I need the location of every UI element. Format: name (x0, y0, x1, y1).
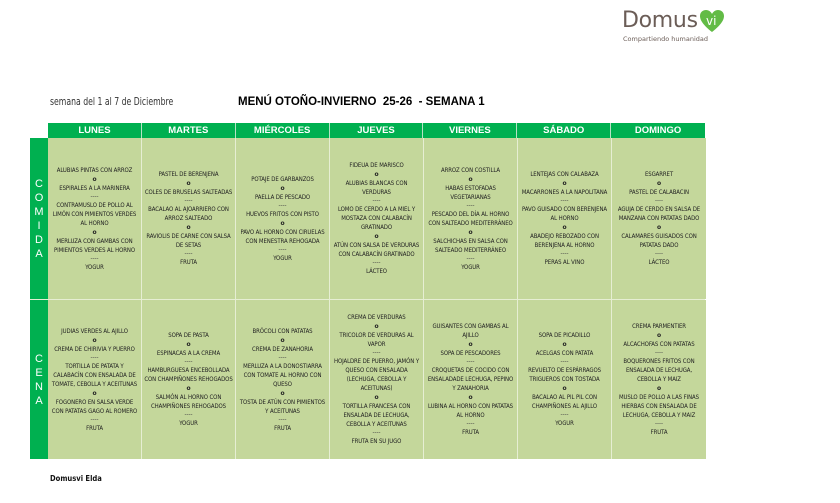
second-course-option: LUBINA AL HORNO CON PATATAS AL HORNO (427, 403, 514, 419)
dessert: LÁCTEO (366, 268, 387, 275)
course-separator: ---- (466, 359, 475, 365)
dessert: FRUTA (462, 429, 479, 436)
first-course-option: CREMA PARMENTIER (632, 323, 686, 330)
second-course-option: BOQUERONES FRITOS CON ENSALADA DE LECHUGA, CEBOLLA Y MAIZ (623, 358, 695, 383)
menu-cell-cena-3 (330, 300, 424, 459)
menu-cell-comida-3 (330, 138, 424, 299)
second-course-option: HOJALDRE DE PUERRO, JAMÓN Y QUESO CON ENSALADA (LECHUGA, CEBOLLA Y ACEITUNAS) (333, 358, 420, 392)
dessert: FRUTA (86, 424, 103, 432)
menu-cell-comida-2 (236, 138, 330, 299)
dessert: YOGUR (85, 263, 104, 271)
or-separator: o (280, 389, 285, 397)
day-header-martes: MARTES (142, 123, 236, 138)
first-course-option: ALUBIAS PINTAS CON ARROZ (56, 166, 133, 174)
or-separator: o (468, 394, 473, 401)
course-separator: ---- (278, 202, 287, 209)
course-separator: ---- (278, 416, 287, 423)
dessert: LÁCTEO (648, 259, 670, 266)
course-separator: ---- (560, 412, 569, 418)
menu-cell-cena-4 (424, 300, 518, 459)
first-course-option: GUISANTES CON GAMBAS AL AJILLO (432, 323, 509, 339)
menu-title: MENÚ OTOÑO-INVIERNO 25-26 - SEMANA 1 (238, 96, 485, 108)
course-separator: ---- (466, 421, 475, 427)
logo-tagline: Compartiendo humanidad (623, 35, 708, 43)
first-course-option: ESPIRALES A LA MARINERA (59, 184, 130, 192)
first-course-option: ALUBIAS BLANCAS CON VERDURAS (345, 180, 408, 196)
or-separator: o (374, 233, 379, 240)
menu-cell-cena-5 (518, 300, 612, 459)
or-separator: o (92, 175, 97, 183)
second-course-option: TORTILLA DE PATATA Y CALABACÍN CON ENSALADA DE TOMATE, CEBOLLA Y ACEITUNAS (51, 362, 138, 388)
logo-wordmark: Domus (622, 8, 698, 33)
meal-row-cena (30, 300, 706, 459)
second-course-option: REVUELTO DE ESPÁRRAGOS TRIGUEROS CON TOSTADA (528, 367, 601, 383)
first-course-option: LENTEJAS CON CALABAZA (530, 171, 599, 178)
day-header-viernes: VIERNES (423, 123, 517, 138)
first-course-option: ESGARRET (644, 171, 674, 178)
course-separator: ---- (655, 421, 663, 427)
meal-label-comida: C O M I D A (30, 138, 48, 299)
or-separator: o (374, 323, 379, 330)
second-course-option: RAVIOLIS DE CARNE CON SALSA DE SETAS (146, 233, 231, 249)
course-separator: ---- (90, 255, 99, 262)
second-course-option: PAVO GUISADO CON BERENJENA AL HORNO (521, 206, 607, 222)
second-course-option: LOMO DE CERDO A LA MIEL Y MOSTAZA CON CALABACÍN GRATINADO (337, 206, 416, 231)
meal-row-comida (30, 138, 706, 299)
second-course-option: FOGONERO EN SALSA VERDE CON PATATAS GAGO AL ROMERO (51, 398, 138, 415)
or-separator: o (92, 389, 97, 397)
course-separator: ---- (466, 202, 475, 209)
or-separator: o (280, 184, 285, 192)
second-course-option: SALCHICHAS EN SALSA CON SALTEADO MEDITERRÁNEO (433, 237, 508, 254)
course-separator: ---- (184, 412, 193, 418)
second-course-option: MERLUZA A LA DONOSTIARRA CON TOMATE AL HORNO CON QUESO (243, 362, 322, 388)
course-separator: ---- (184, 251, 193, 257)
dessert: YOGUR (461, 263, 480, 271)
heart-logo-icon (699, 9, 725, 33)
first-course-option: SOPA DE PESCADORES (440, 350, 501, 357)
course-separator: ---- (655, 350, 663, 356)
menu-cell-cena-0 (48, 300, 142, 459)
day-header-domingo: DOMINGO (611, 123, 705, 138)
or-separator: o (468, 341, 473, 348)
or-separator: o (374, 394, 379, 401)
menu-cell-comida-4 (424, 138, 518, 299)
second-course-option: CROQUETAS DE COCIDO CON ENSALADADE LECHUGA, PEPINO Y ZANAHORIA (427, 367, 514, 392)
first-course-option: ACELGAS CON PATATA (535, 350, 594, 357)
or-separator: o (374, 171, 379, 178)
first-course-option: CREMA DE CHIRIVIA Y PUERRO (54, 345, 135, 353)
menu-cell-comida-6 (612, 138, 706, 299)
course-separator: ---- (372, 430, 381, 436)
menu-cell-comida-5 (518, 138, 612, 299)
second-course-option: TOSTA DE ATÚN CON PIMIENTOS Y ACEITUNAS (239, 398, 326, 415)
course-separator: ---- (90, 416, 99, 423)
menu-cell-cena-2 (236, 300, 330, 459)
or-separator: o (562, 385, 567, 392)
second-course-option: TORTILLA FRANCESA CON ENSALADA DE LECHUGA, CEBOLLA Y ACEITUNAS (342, 403, 411, 428)
dessert: YOGUR (179, 420, 198, 427)
dessert: FRUTA (650, 429, 668, 436)
second-course-option: MERLUZA CON GAMBAS CON PIMIENTOS VERDES AL HORNO (53, 237, 136, 254)
course-separator: ---- (90, 354, 99, 361)
first-course-option: FIDEUA DE MARISCO (349, 162, 404, 169)
or-separator: o (562, 341, 567, 348)
second-course-option: AGUJA DE CERDO EN SALSA DE MANZANA CON PATATAS DADO (617, 206, 701, 222)
domusvi-logo (622, 8, 762, 48)
second-course-option: CALAMARES GUISADOS CON PATATAS DADO (621, 233, 697, 249)
or-separator: o (186, 341, 191, 348)
first-course-option: CREMA DE ZANAHORIA (252, 345, 313, 353)
menu-cell-comida-1 (142, 138, 236, 299)
first-course-option: ALCACHOFAS CON PATATAS (623, 341, 695, 348)
or-separator: o (656, 332, 662, 339)
svg-text:vi: vi (706, 14, 717, 28)
menu-cell-cena-1 (142, 300, 236, 459)
or-separator: o (562, 180, 567, 187)
course-separator: ---- (372, 260, 381, 266)
or-separator: o (280, 219, 285, 227)
menu-cell-cena-6 (612, 300, 706, 459)
first-course-option: ESPINACAS A LA CREMA (156, 350, 221, 357)
dessert: FRUTA (180, 259, 197, 266)
day-header-jueves: JUEVES (330, 123, 424, 138)
dessert: YOGUR (555, 420, 574, 427)
or-separator: o (468, 228, 473, 236)
day-header-miercoles: MIÉRCOLES (236, 123, 330, 138)
first-course-option: PASTEL DE CALABACIN (629, 189, 689, 196)
second-course-option: PESCADO DEL DÍA AL HORNO CON SALTEADO MEDITERRÁNEO (428, 210, 513, 227)
week-range-label: semana del 1 al 7 de Diciembre (50, 96, 174, 108)
day-header-row (48, 123, 705, 138)
or-separator: o (656, 224, 662, 231)
first-course-option: PASTEL DE BERENJENA (158, 171, 219, 178)
day-header-sabado: SÁBADO (517, 123, 611, 138)
dessert: FRUTA EN SU JUGO (351, 438, 402, 445)
second-course-option: BACALAO AL PIL PIL CON CHAMPIÑONES AL AJILLO (531, 394, 598, 410)
course-separator: ---- (278, 246, 287, 253)
dessert: FRUTA (274, 424, 291, 432)
second-course-option: HUEVOS FRITOS CON PISTO (246, 210, 319, 218)
course-separator: ---- (560, 251, 569, 257)
first-course-option: ARROZ CON COSTILLA (441, 166, 500, 174)
second-course-option: ABADEJO REBOZADO CON BERENJENA AL HORNO (530, 233, 599, 249)
first-course-option: POTAJE DE GARBANZOS (251, 175, 314, 183)
or-separator: o (186, 385, 191, 392)
or-separator: o (280, 336, 285, 344)
dessert: YOGUR (273, 254, 292, 262)
or-separator: o (92, 336, 97, 344)
dessert: PERAS AL VINO (544, 259, 585, 266)
course-separator: ---- (655, 198, 663, 204)
menu-cell-comida-0 (48, 138, 142, 299)
first-course-option: COLES DE BRUSELAS SALTEADAS (144, 189, 233, 196)
first-course-option: MACARRONES A LA NAPOLITANA (521, 189, 608, 196)
first-course-option: PAELLA DE PESCADO (254, 193, 311, 201)
or-separator: o (656, 180, 662, 187)
first-course-option: BRÓCOLI CON PATATAS (252, 327, 313, 335)
second-course-option: ATÚN CON SALSA DE VERDURAS CON CALABACÍN GRATINADO (333, 242, 420, 258)
or-separator: o (186, 180, 191, 187)
first-course-option: SOPA DE PICADILLO (538, 332, 591, 339)
course-separator: ---- (90, 193, 99, 200)
first-course-option: HABAS ESTOFADAS VEGETARIANAS (445, 184, 496, 201)
first-course-option: CREMA DE VERDURAS (347, 314, 406, 321)
or-separator: o (92, 228, 97, 236)
first-course-option: TRICOLOR DE VERDURAS AL VAPOR (339, 332, 414, 348)
center-name: Domusvi Elda (50, 474, 102, 483)
course-separator: ---- (560, 359, 569, 365)
or-separator: o (186, 224, 191, 231)
second-course-option: MUSLO DE POLLO A LAS FINAS HIERBAS CON ENSALADA DE LECHUGA, CEBOLLA Y MAIZ (619, 394, 699, 419)
second-course-option: HAMBURGUESA ENCEBOLLADA CON CHAMPIÑONES REHOGADOS (144, 367, 233, 383)
second-course-option: PAVO AL HORNO CON CIRUELAS CON MENESTRA REHOGADA (240, 228, 325, 245)
course-separator: ---- (466, 255, 475, 262)
meal-label-cena: C E N A (30, 300, 48, 459)
course-separator: ---- (655, 251, 663, 257)
first-course-option: SOPA DE PASTA (168, 332, 209, 339)
course-separator: ---- (278, 354, 287, 361)
course-separator: ---- (372, 350, 381, 356)
second-course-option: SALMÓN AL HORNO CON CHAMPIÑONES REHOGADOS (151, 394, 226, 410)
second-course-option: BACALAO AL AJOARRIERO CON ARROZ SALTEADO (148, 206, 229, 222)
course-separator: ---- (560, 198, 569, 204)
or-separator: o (656, 385, 662, 392)
day-header-lunes: LUNES (48, 123, 142, 138)
course-separator: ---- (184, 198, 193, 204)
or-separator: o (562, 224, 567, 231)
course-separator: ---- (372, 198, 381, 204)
first-course-option: JUDIAS VERDES AL AJILLO (61, 327, 128, 335)
second-course-option: CONTRAMUSLO DE POLLO AL LIMÓN CON PIMIENTOS VERDES AL HORNO (52, 201, 137, 227)
course-separator: ---- (184, 359, 193, 365)
or-separator: o (468, 175, 473, 183)
